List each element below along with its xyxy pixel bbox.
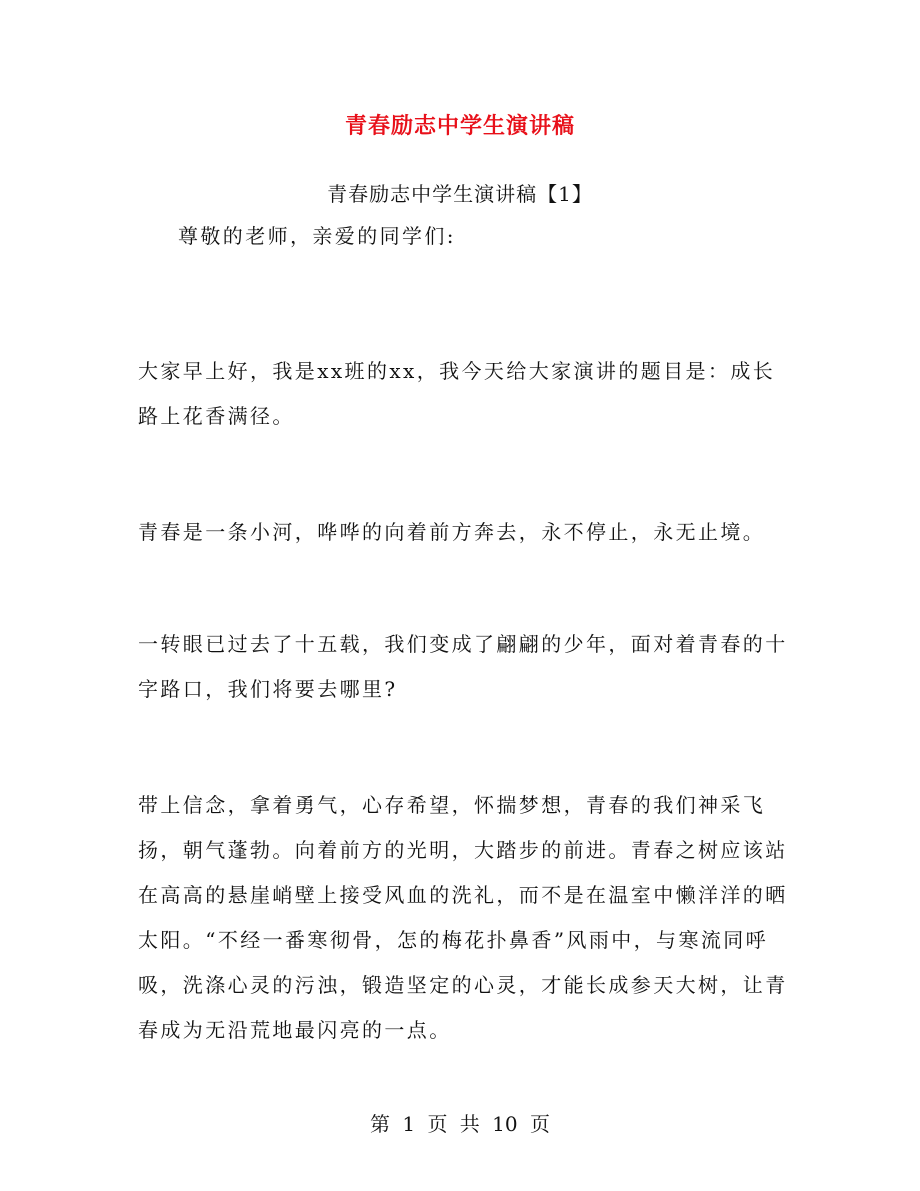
- paragraph-2: 青春是一条小河，哗哗的向着前方奔去，永不停止，永无止境。: [138, 520, 766, 544]
- greeting: 尊敬的老师，亲爱的同学们:: [178, 224, 456, 248]
- paragraph-4: 带上信念，拿着勇气，心存希望，怀揣梦想，青春的我们神采飞扬，朝气蓬勃。向着前方的光明，大踏步的前进。青春之树应该站在高高的悬崖峭壁上接受风血的洗礼，而不是在温室中懒洋洋的晒太阳。“不经一番寒彻骨，怎的梅花扑鼻香”风雨中，与寒流同呼吸，洗涤心灵的污浊，锻造坚定的心灵，才能长成参天大树，让青春成为无沿荒地最闪亮的一点。: [138, 793, 788, 1042]
- page-footer: 第 1 页 共 10 页: [370, 1112, 550, 1136]
- paragraph-3: 一转眼已过去了十五载，我们变成了翩翩的少年，面对着青春的十字路口，我们将要去哪里?: [138, 632, 788, 701]
- document-title: 青春励志中学生演讲稿: [344, 113, 575, 139]
- paragraph-1: 大家早上好，我是xx班的xx，我今天给大家演讲的题目是：成长路上花香满径。: [138, 359, 776, 428]
- document-subtitle: 青春励志中学生演讲稿【1】: [327, 182, 593, 206]
